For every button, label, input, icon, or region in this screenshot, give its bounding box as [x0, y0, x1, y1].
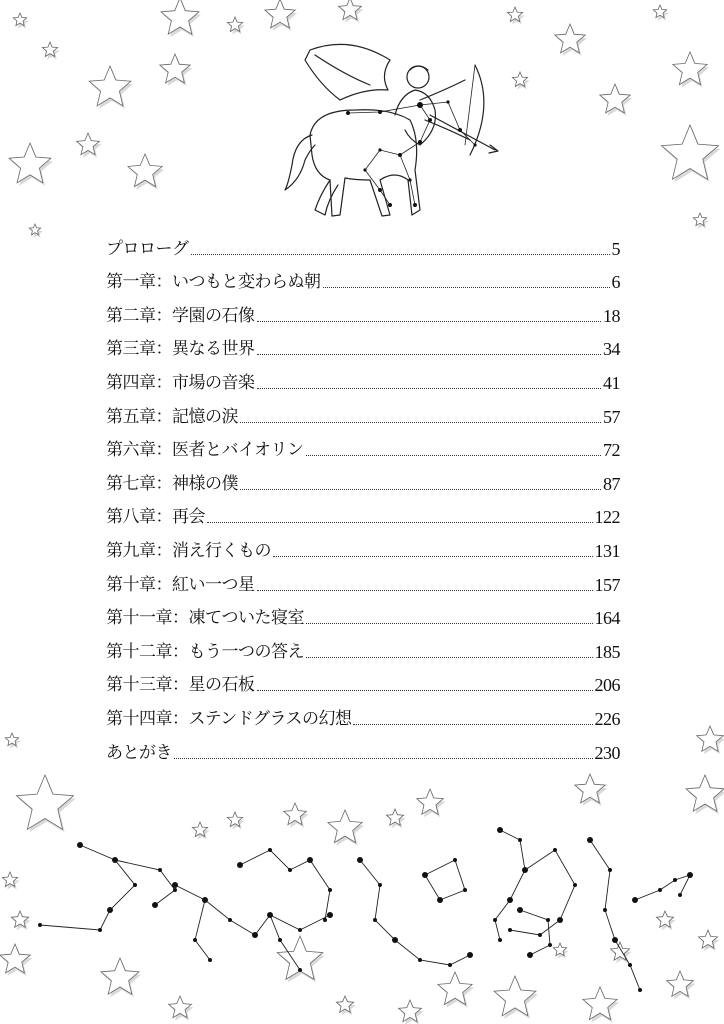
table-of-contents — [106, 224, 620, 762]
toc-entry-page: 34 — [603, 339, 620, 360]
toc-entry-title: あとがき — [106, 742, 172, 763]
toc-entry-title: 第四章：市場の音楽 — [106, 372, 255, 393]
toc-entry-page: 157 — [594, 574, 620, 595]
toc-entry-title: 第七章：神様の僕 — [106, 473, 238, 494]
toc-entry-title: 第十一章：凍てついた寝室 — [106, 608, 304, 629]
toc-dot-leader — [257, 589, 593, 591]
toc-entry — [106, 258, 620, 292]
toc-entry — [106, 392, 620, 426]
toc-entry — [106, 694, 620, 728]
toc-entry — [106, 459, 620, 493]
toc-dot-leader — [257, 320, 602, 322]
toc-entry — [106, 728, 620, 762]
toc-dot-leader — [306, 622, 593, 624]
toc-entry-page: 164 — [594, 608, 620, 629]
toc-entry — [106, 594, 620, 628]
toc-entry-page: 57 — [603, 406, 620, 427]
toc-entry-page: 41 — [603, 372, 620, 393]
toc-entry-title: 第三章：異なる世界 — [106, 339, 255, 360]
toc-entry-title: 第六章：医者とバイオリン — [106, 440, 304, 461]
toc-dot-leader — [174, 757, 593, 759]
sagittarius-centaur-archer-icon — [270, 30, 500, 230]
toc-dot-leader — [306, 454, 602, 456]
toc-dot-leader — [257, 387, 602, 389]
toc-dot-leader — [240, 488, 601, 490]
toc-entry — [106, 325, 620, 359]
toc-entry-page: 18 — [603, 305, 620, 326]
toc-entry-title: 第十章：紅い一つ星 — [106, 574, 255, 595]
toc-entry-title: 第二章：学園の石像 — [106, 305, 255, 326]
toc-entry — [106, 493, 620, 527]
toc-dot-leader — [273, 555, 593, 557]
toc-dot-leader — [207, 521, 593, 523]
toc-entry-page: 185 — [594, 641, 620, 662]
toc-entry-page: 87 — [603, 473, 620, 494]
toc-dot-leader — [257, 353, 602, 355]
toc-entry — [106, 661, 620, 695]
toc-dot-leader — [191, 253, 610, 255]
toc-entry-title: 第十二章：もう一つの答え — [106, 641, 304, 662]
constellation-map-icon — [0, 790, 724, 1024]
toc-entry-title: 第九章：消え行くもの — [106, 540, 271, 561]
toc-dot-leader — [306, 656, 593, 658]
toc-entry-title: 第一章：いつもと変わらぬ朝 — [106, 272, 321, 293]
toc-entry-title: 第十三章：星の石板 — [106, 675, 255, 696]
toc-entry — [106, 627, 620, 661]
toc-entry — [106, 291, 620, 325]
toc-entry-page: 6 — [611, 272, 620, 293]
toc-entry-title: 第十四章：ステンドグラスの幻想 — [106, 708, 352, 729]
toc-dot-leader — [353, 723, 592, 725]
toc-entry — [106, 526, 620, 560]
toc-dot-leader — [240, 421, 601, 423]
toc-dot-leader — [257, 689, 593, 691]
toc-entry — [106, 560, 620, 594]
toc-entry-page: 230 — [594, 742, 620, 763]
toc-entry-page: 72 — [603, 440, 620, 461]
toc-entry — [106, 358, 620, 392]
toc-dot-leader — [323, 286, 610, 288]
toc-entry-title: 第八章：再会 — [106, 507, 205, 528]
toc-entry — [106, 224, 620, 258]
toc-entry-page: 131 — [594, 540, 620, 561]
toc-entry-page: 122 — [594, 507, 620, 528]
toc-entry-page: 226 — [594, 708, 620, 729]
toc-entry-page: 206 — [594, 675, 620, 696]
toc-entry-title: プロローグ — [106, 238, 189, 259]
toc-entry — [106, 426, 620, 460]
toc-entry-page: 5 — [611, 238, 620, 259]
toc-entry-title: 第五章：記憶の涙 — [106, 406, 238, 427]
